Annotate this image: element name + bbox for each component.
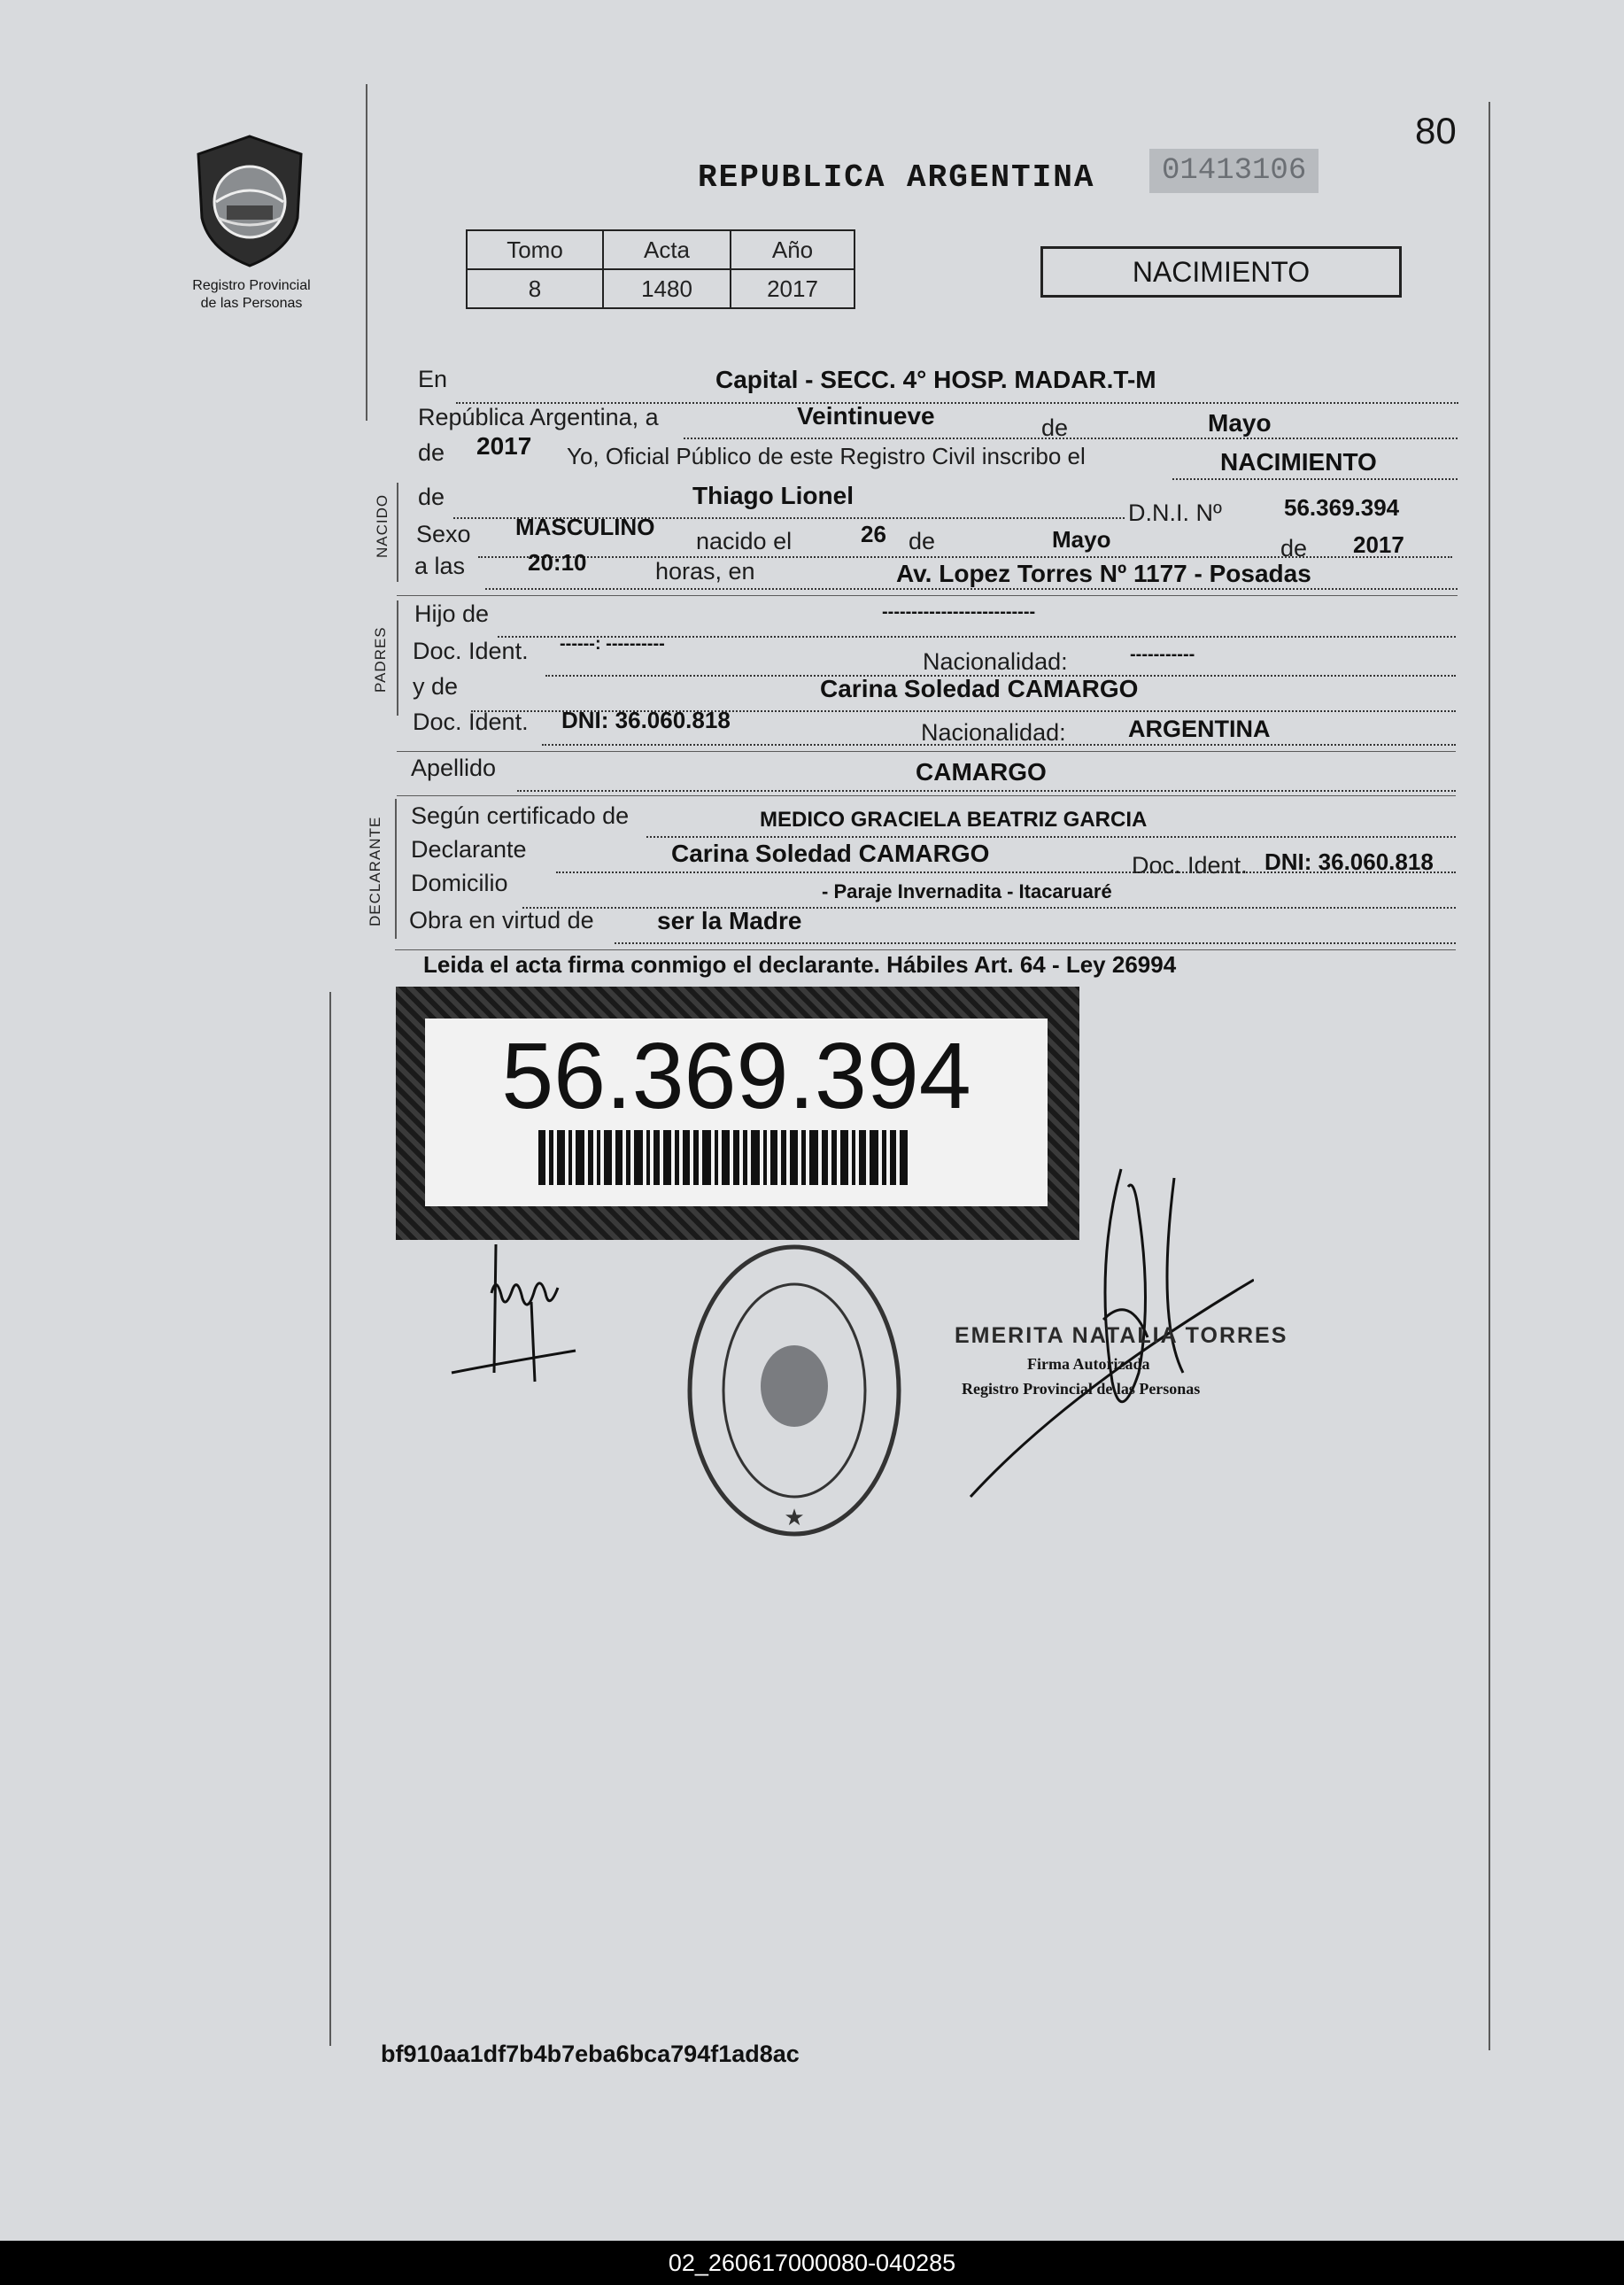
sexo-label: Sexo <box>416 521 471 547</box>
doc-ident-label: Doc. Ident. <box>413 709 529 735</box>
alas-label: a las <box>414 553 466 579</box>
province-logo <box>191 133 308 267</box>
left-margin-line-lower <box>329 992 331 2046</box>
en-value: Capital - SECC. 4° HOSP. MADAR.T-M <box>715 366 1156 393</box>
logo-caption-line2: de las Personas <box>200 296 303 311</box>
dni-value: 56.369.394 <box>1284 494 1400 521</box>
cert-label: Según certificado de <box>411 802 630 829</box>
child-name: Thiago Lionel <box>692 482 854 509</box>
table-header: Acta <box>603 230 731 269</box>
declarante-doc: DNI: 36.060.818 <box>1264 848 1434 875</box>
nacido-label: nacido el <box>696 528 793 554</box>
de-label: de <box>418 439 445 466</box>
left-margin-line <box>366 84 367 421</box>
en-label: En <box>418 366 448 392</box>
barcode <box>538 1130 942 1185</box>
birth-place: Av. Lopez Torres Nº 1177 - Posadas <box>896 560 1311 587</box>
section-bracket <box>395 799 397 939</box>
de-label: de <box>1280 535 1308 562</box>
yde-label: y de <box>413 673 459 700</box>
section-divider <box>397 795 1456 796</box>
year-value: 2017 <box>476 432 532 460</box>
document-hash: bf910aa1df7b4b7eba6bca794f1ad8ac <box>381 2041 800 2067</box>
father-doc: ------: ---------- <box>560 634 665 654</box>
obra-label: Obra en virtud de <box>409 907 594 933</box>
domicilio-value: - Paraje Invernadita - Itacaruaré <box>822 880 1112 902</box>
republica-label: República Argentina, a <box>418 404 659 430</box>
table-header: Tomo <box>467 230 603 269</box>
dotted-line <box>517 790 1456 792</box>
section-divider <box>395 949 1456 950</box>
dni-label: D.N.I. Nº <box>1128 500 1222 526</box>
dotted-line <box>684 438 1458 439</box>
apellido-label: Apellido <box>411 755 497 781</box>
page-number: 80 <box>1415 110 1457 151</box>
mother-nacionalidad: ARGENTINA <box>1128 716 1271 742</box>
closing-text: Leida el acta firma conmigo el declarante. Hábiles Art. 64 - Ley 26994 <box>423 951 1177 978</box>
declarante-label: Declarante <box>411 836 527 863</box>
de-label: de <box>909 528 936 554</box>
dotted-line <box>556 871 1456 873</box>
section-divider <box>397 595 1458 596</box>
dotted-line <box>478 556 1452 558</box>
section-label-nacido: NACIDO <box>374 493 391 558</box>
section-label-declarante: DECLARANTE <box>367 816 383 926</box>
nacido-de-label: de <box>418 484 445 510</box>
official-seal <box>684 1240 905 1541</box>
section-bracket <box>397 483 398 582</box>
domicilio-label: Domicilio <box>411 870 508 896</box>
logo-caption-line1: Registro Provincial <box>192 278 311 293</box>
table-cell: 1480 <box>603 269 731 308</box>
section-label-padres: PADRES <box>372 626 389 693</box>
scan-footer-id: 02_260617000080-040285 <box>0 2241 1624 2285</box>
dotted-line <box>542 744 1456 746</box>
birth-time: 20:10 <box>528 549 587 576</box>
father-value: -------------------------- <box>882 602 1036 622</box>
serial-number: 01413106 <box>1149 149 1319 193</box>
day-value: Veintinueve <box>797 402 935 430</box>
birth-year: 2017 <box>1353 531 1404 558</box>
oficial-text: Yo, Oficial Público de este Registro Civil inscribo el <box>567 443 1086 469</box>
birth-day: 26 <box>861 521 886 547</box>
cert-value: MEDICO GRACIELA BEATRIZ GARCIA <box>760 808 1148 832</box>
father-nacionalidad: ----------- <box>1130 645 1195 664</box>
official-org: Registro Provincial de las Personas <box>962 1380 1201 1398</box>
record-table <box>466 229 855 309</box>
obra-value: ser la Madre <box>657 907 802 934</box>
registrar-signature <box>443 1240 602 1390</box>
table-header: Año <box>731 230 855 269</box>
hijo-label: Hijo de <box>414 600 490 627</box>
mother-doc: DNI: 36.060.818 <box>561 707 731 733</box>
nacionalidad-label: Nacionalidad: <box>923 648 1068 675</box>
month-value: Mayo <box>1208 409 1272 437</box>
birth-month: Mayo <box>1052 526 1111 553</box>
right-margin-line <box>1489 102 1490 2050</box>
dotted-line <box>646 836 1456 838</box>
inscribe-value: NACIMIENTO <box>1220 448 1377 476</box>
barcode-number: 56.369.394 <box>501 1024 971 1128</box>
doc-ident-label: Doc. Ident. <box>413 638 529 664</box>
dotted-line <box>485 588 1458 590</box>
svg-text:★: ★ <box>784 1504 805 1530</box>
section-bracket <box>397 600 398 716</box>
nacionalidad-label: Nacionalidad: <box>921 719 1066 746</box>
sexo-value: MASCULINO <box>515 514 655 540</box>
doc-ident-label: Doc. Ident. <box>1132 852 1248 879</box>
page-title: REPUBLICA ARGENTINA <box>698 159 1095 196</box>
table-cell: 8 <box>467 269 603 308</box>
official-name: EMERITA NATALIA TORRES <box>955 1323 1288 1348</box>
dotted-line <box>615 942 1456 944</box>
mother-name: Carina Soledad CAMARGO <box>820 675 1139 702</box>
de-label: de <box>1041 414 1069 441</box>
section-divider <box>397 751 1456 752</box>
horas-label: horas, en <box>655 558 755 585</box>
table-cell: 2017 <box>731 269 855 308</box>
record-type-box: NACIMIENTO <box>1040 246 1402 298</box>
declarante-value: Carina Soledad CAMARGO <box>671 840 990 867</box>
dotted-line <box>1172 478 1458 480</box>
apellido-value: CAMARGO <box>916 758 1047 786</box>
official-title: Firma Autorizada <box>1027 1355 1150 1373</box>
